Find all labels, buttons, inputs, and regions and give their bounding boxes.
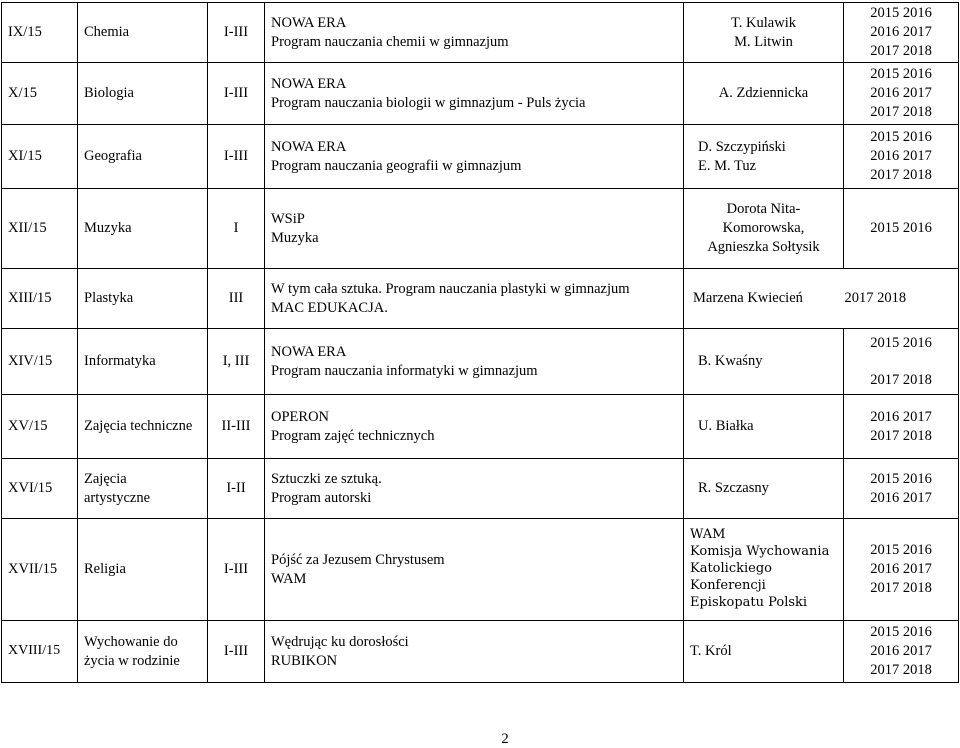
program-line: Program nauczania chemii w gimnazjum bbox=[271, 33, 509, 50]
subject-line: artystyczne bbox=[84, 489, 151, 506]
program-cell bbox=[265, 519, 684, 621]
program-line: Sztuczki ze sztuką. bbox=[271, 470, 382, 487]
authors-cell bbox=[684, 3, 844, 63]
subject-line: Plastyka bbox=[84, 290, 134, 307]
authors-cell bbox=[684, 519, 844, 621]
program-line: Pójść za Jezusem Chrystusem bbox=[271, 551, 445, 568]
authors-cell bbox=[684, 329, 844, 395]
author-line: Marzena Kwiecień bbox=[693, 290, 803, 307]
program-number: IX/15 bbox=[2, 3, 78, 63]
subject-line: Geografia bbox=[84, 148, 142, 165]
program-line: MAC EDUKACJA. bbox=[271, 299, 388, 316]
grades-cell: III bbox=[208, 269, 265, 329]
grades-cell: I-III bbox=[208, 3, 265, 63]
years-cell bbox=[844, 63, 959, 125]
subject-line: Religia bbox=[84, 561, 126, 578]
program-line: NOWA ERA bbox=[271, 343, 347, 360]
table-row bbox=[2, 125, 959, 189]
subject-cell bbox=[78, 621, 208, 683]
subject-line: Informatyka bbox=[84, 353, 156, 370]
program-number: XVII/15 bbox=[2, 519, 78, 621]
program-line: RUBIKON bbox=[271, 652, 338, 669]
program-number: XII/15 bbox=[2, 189, 78, 269]
subject-cell bbox=[78, 269, 208, 329]
author-line: A. Zdziennicka bbox=[718, 85, 809, 102]
program-line: Program nauczania geografii w gimnazjum bbox=[271, 157, 522, 174]
table-row bbox=[2, 269, 959, 329]
program-line: NOWA ERA bbox=[271, 75, 347, 92]
years-cell bbox=[844, 395, 959, 459]
subject-line: Zajęcia techniczne bbox=[84, 418, 193, 435]
program-line: Wędrując ku dorosłości bbox=[271, 633, 409, 650]
authors-cell bbox=[684, 621, 844, 683]
school-year: 2017 2018 bbox=[870, 371, 932, 388]
program-cell bbox=[265, 459, 684, 519]
school-year: 2017 2018 bbox=[870, 103, 932, 120]
years-cell bbox=[844, 125, 959, 189]
years-cell bbox=[844, 459, 959, 519]
author-line: Komorowska, bbox=[722, 220, 805, 237]
table-row bbox=[2, 329, 959, 395]
table-row bbox=[2, 621, 959, 683]
school-year: 2017 2018 bbox=[870, 166, 932, 183]
school-year: 2015 2016 bbox=[870, 66, 932, 83]
author-line: T. Król bbox=[690, 643, 732, 660]
subject-cell bbox=[78, 329, 208, 395]
subject-line: Chemia bbox=[84, 24, 130, 41]
table-row bbox=[2, 459, 959, 519]
school-year: 2015 2016 bbox=[870, 220, 932, 237]
table-row bbox=[2, 63, 959, 125]
school-year: 2016 2017 bbox=[870, 148, 932, 165]
authors-cell bbox=[684, 63, 844, 125]
program-number: XIV/15 bbox=[2, 329, 78, 395]
school-year: 2015 2016 bbox=[870, 5, 932, 22]
authors-cell bbox=[684, 125, 844, 189]
table-row bbox=[2, 3, 959, 63]
program-line: Program nauczania informatyki w gimnazjum bbox=[271, 362, 538, 379]
grades-cell: I bbox=[208, 189, 265, 269]
program-cell bbox=[265, 621, 684, 683]
program-cell bbox=[265, 269, 684, 329]
table-row bbox=[2, 519, 959, 621]
school-year: 2017 2018 bbox=[870, 661, 932, 678]
school-year: 2016 2017 bbox=[870, 489, 932, 506]
program-line: WSiP bbox=[271, 210, 305, 227]
program-number: XVI/15 bbox=[2, 459, 78, 519]
subject-line: Muzyka bbox=[84, 220, 132, 237]
subject-cell bbox=[78, 459, 208, 519]
program-line: Program autorski bbox=[271, 489, 372, 506]
program-cell bbox=[265, 63, 684, 125]
years-cell bbox=[844, 329, 959, 395]
authors-cell bbox=[684, 395, 844, 459]
program-line: OPERON bbox=[271, 408, 330, 425]
school-year: 2015 2016 bbox=[870, 334, 932, 351]
years-cell bbox=[844, 189, 959, 269]
school-year: 2017 2018 bbox=[870, 579, 932, 596]
table-row bbox=[2, 395, 959, 459]
grades-cell: II-III bbox=[208, 395, 265, 459]
grades-cell: I-III bbox=[208, 519, 265, 621]
subject-line: Biologia bbox=[84, 85, 134, 102]
program-cell bbox=[265, 329, 684, 395]
program-line: NOWA ERA bbox=[271, 14, 347, 31]
program-number: X/15 bbox=[2, 63, 78, 125]
author-line: M. Litwin bbox=[734, 33, 793, 50]
author-line: Komisja Wychowania bbox=[690, 544, 830, 560]
school-year: 2016 2017 bbox=[870, 24, 932, 41]
school-year: 2015 2016 bbox=[870, 129, 932, 146]
subject-cell bbox=[78, 189, 208, 269]
curriculum-programs-table bbox=[1, 2, 959, 683]
grades-cell: I-III bbox=[208, 63, 265, 125]
author-line: Agnieszka Sołtysik bbox=[707, 238, 820, 255]
years-cell bbox=[844, 519, 959, 621]
program-number: XV/15 bbox=[2, 395, 78, 459]
program-cell bbox=[265, 3, 684, 63]
program-number: XVIII/15 bbox=[2, 621, 78, 683]
subject-cell bbox=[78, 3, 208, 63]
table-row bbox=[2, 189, 959, 269]
subject-cell bbox=[78, 125, 208, 189]
school-year: 2016 2017 bbox=[870, 85, 932, 102]
school-year: 2016 2017 bbox=[870, 561, 932, 578]
program-cell bbox=[265, 125, 684, 189]
years-cell bbox=[844, 3, 959, 63]
grades-cell: I-III bbox=[208, 621, 265, 683]
authors-and-years-cell bbox=[684, 269, 959, 329]
author-line: D. Szczypiński bbox=[698, 138, 786, 155]
author-line: T. Kulawik bbox=[731, 14, 796, 31]
subject-cell bbox=[78, 63, 208, 125]
subject-line: życia w rodzinie bbox=[84, 652, 180, 669]
school-year: 2017 2018 bbox=[870, 427, 932, 444]
school-year: 2015 2016 bbox=[870, 542, 932, 559]
program-number: XI/15 bbox=[2, 125, 78, 189]
subject-line: Zajęcia bbox=[84, 470, 127, 487]
subject-line: Wychowanie do bbox=[84, 633, 178, 650]
school-year: 2017 2018 bbox=[870, 42, 932, 59]
author-line: Katolickiego bbox=[690, 561, 772, 577]
program-line: NOWA ERA bbox=[271, 138, 347, 155]
author-line: E. M. Tuz bbox=[698, 157, 757, 174]
program-line: Program nauczania biologii w gimnazjum - Puls życia bbox=[271, 94, 586, 111]
author-line: Dorota Nita- bbox=[726, 201, 801, 218]
program-line: Muzyka bbox=[271, 229, 319, 246]
program-line: WAM bbox=[271, 570, 307, 587]
program-cell bbox=[265, 189, 684, 269]
program-line: W tym cała sztuka. Program nauczania plastyki w gimnazjum bbox=[271, 280, 630, 297]
program-line: Program zajęć technicznych bbox=[271, 427, 435, 444]
author-line: U. Białka bbox=[698, 418, 754, 435]
grades-cell: I-II bbox=[208, 459, 265, 519]
years-cell bbox=[844, 621, 959, 683]
subject-cell bbox=[78, 395, 208, 459]
author-line: WAM bbox=[690, 527, 726, 543]
school-year: 2015 2016 bbox=[870, 624, 932, 641]
subject-cell bbox=[78, 519, 208, 621]
grades-cell: I-III bbox=[208, 125, 265, 189]
author-line: B. Kwaśny bbox=[698, 353, 763, 370]
authors-cell bbox=[684, 459, 844, 519]
author-line: Episkopatu Polski bbox=[690, 594, 808, 610]
school-year: 2016 2017 bbox=[870, 643, 932, 660]
school-year: 2017 2018 bbox=[844, 290, 907, 307]
program-number: XIII/15 bbox=[2, 269, 78, 329]
page-number: 2 bbox=[501, 731, 509, 747]
school-year: 2015 2016 bbox=[870, 470, 932, 487]
school-year: 2016 2017 bbox=[870, 408, 932, 425]
program-cell bbox=[265, 395, 684, 459]
authors-cell bbox=[684, 189, 844, 269]
author-line: R. Szczasny bbox=[698, 480, 769, 497]
author-line: Konferencji bbox=[690, 577, 766, 593]
grades-cell: I, III bbox=[208, 329, 265, 395]
